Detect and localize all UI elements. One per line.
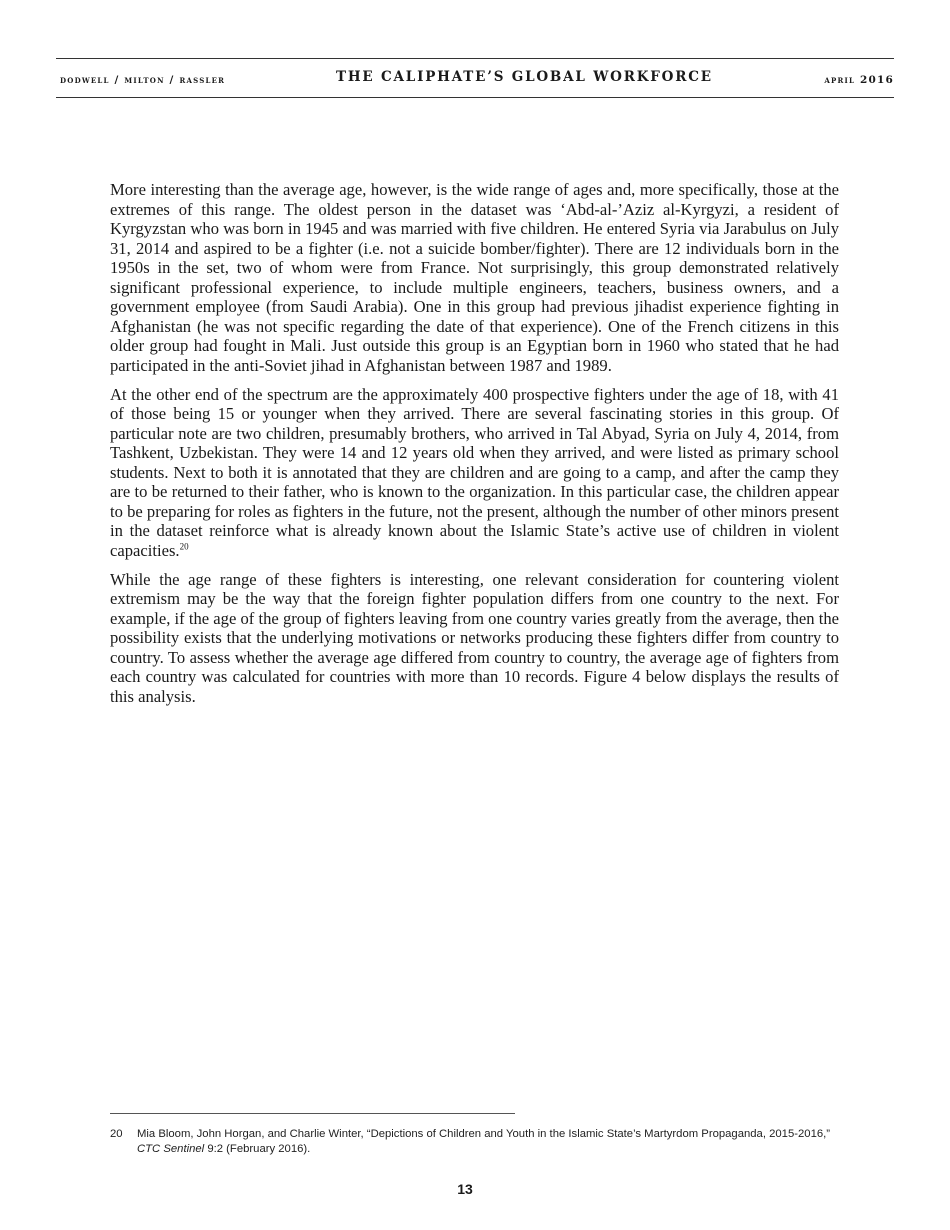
paragraph-2 [110,385,839,561]
body-text [110,180,839,716]
footnote-text-before: Mia Bloom, John Horgan, and Charlie Winter, “Depictions of Children and Youth in the Islamic State’s Martyrdom Propaganda, 2015-2016,” [137,1128,831,1140]
footnote [110,1127,840,1156]
footnote-journal: CTC Sentinel [137,1142,205,1155]
header-title: THE CALIPHATE’S GLOBAL WORKFORCE [336,69,713,85]
footnote-text [137,1127,840,1156]
paragraph-1: More interesting than the average age, however, is the wide range of ages and, more specifically, those at the extremes of this range. The oldest person in the dataset was ‘Abd-al-’Aziz al-Kyrgyzi, a resident of Kyrgyzstan who was born in 1945 and was married with five children. He entered Syria via Jarabulus on July 31, 2014 and aspired to be a fighter (i.e. not a suicide bomber/fighter). There are 12 individuals born in the 1950s in the set, two of whom were from France. Not surprisingly, this group demonstrated relatively significant professional experience, to include multiple engineers, teachers, business owners, and a government employee (from Saudi Arabia). One in this group had previous jihadist experience fighting in Afghanistan (he was not specific regarding the date of that experience). One of the French citizens in this older group had fought in Mali. Just outside this group is an Egyptian born in 1960 who stated that he had participated in the anti-Soviet jihad in Afghanistan between 1987 and 1989. [110,180,839,375]
paragraph-3: While the age range of these fighters is interesting, one relevant consideration for countering violent extremism may be the way that the foreign fighter population differs from one country to the next. For example, if the age of the group of fighters leaving from one country varies greatly from the average, then the possibility exists that the underlying motivations or networks producing these fighters differ from country to country. To assess whether the average age differed from country to country, the average age of fighters from each country was calculated for countries with more than 10 records. Figure 4 below displays the results of this analysis. [110,569,839,706]
header-authors: dodwell / milton / rassler [60,74,226,86]
footnote-divider [110,1113,515,1114]
running-header [56,58,894,98]
paragraph-2-text: At the other end of the spectrum are the approximately 400 prospective fighters under the age of 18, with 41 of those being 15 or younger when they arrived. There are several fascinating stories in this group. Of particular note are two children, presumably brothers, who arrived in Tal Abyad, Syria on July 4, 2014, from Tashkent, Uzbekistan. They were 14 and 12 years old when they arrived, and were listed as primary school students. Next to both it is annotated that they are children and are going to a camp, and after the camp they are to be returned to their father, who is known to the organization. In this particular case, the children appear to be preparing for roles as fighters in the future, not the present, although the number of other minors present in the dataset reinforce what is already known about the Islamic State’s active use of children in violent capacities. [110,384,839,560]
page-number: 13 [457,1181,473,1197]
footnote-number: 20 [110,1128,123,1140]
footnote-text-after: 9:2 (February 2016). [204,1142,311,1155]
header-date: april 2016 [824,74,894,86]
footnote-reference[interactable]: 20 [179,540,189,551]
